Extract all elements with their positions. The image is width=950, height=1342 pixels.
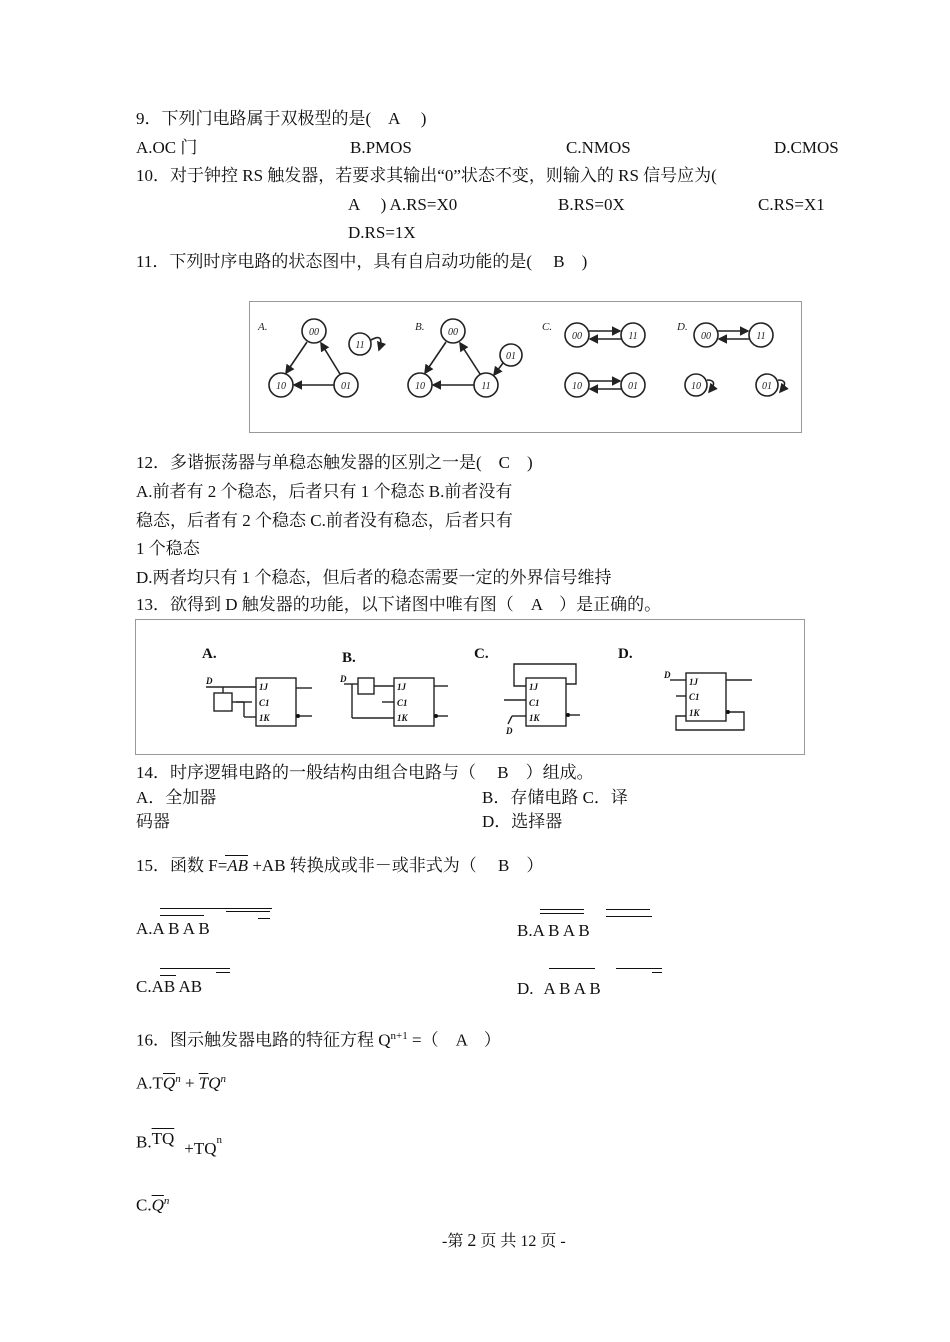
b-state-11: 11 (481, 381, 491, 392)
b-pin-1j: 1J (397, 682, 406, 692)
d-pin-c1: C1 (689, 692, 700, 702)
c-state-00: 00 (572, 331, 582, 342)
q14-option-b: B．存储电路 C．译 (482, 788, 628, 807)
footer-post: 页 共 12 页 - (476, 1233, 566, 1250)
q16-option-b (136, 1127, 223, 1158)
circuit-c-label: C. (474, 646, 489, 662)
page-footer (442, 1229, 566, 1253)
a-pin-c1: C1 (259, 698, 270, 708)
circuit-a-label: A. (202, 646, 217, 662)
q16-a-plus: + (180, 1073, 199, 1093)
q15-option-b (517, 920, 590, 942)
q14-option-a: A．全加器 (136, 788, 217, 807)
d-pin-d: D (664, 670, 671, 680)
q15-d-expr: A B A B (543, 979, 601, 998)
q15-ab-overlined (227, 856, 248, 875)
q10-stem: 10．对于钟控 RS 触发器，若要求其输出“0”状态不变，则输入的 RS 信号应为( (136, 166, 717, 185)
q15-option-d (517, 978, 601, 1000)
d-state-11: 11 (756, 331, 766, 342)
q16-a-n2: n (220, 1073, 227, 1085)
b-pin-c1: C1 (397, 698, 408, 708)
c-pin-1j: 1J (529, 682, 538, 692)
diagram-b-label: B. (415, 321, 425, 333)
flipflop-circuits (136, 620, 804, 754)
q14-option-c-cont: 码器 (136, 812, 170, 831)
q16-a-tbar: $\overline{T}$ (198, 1073, 209, 1093)
a-state-01: 01 (341, 381, 351, 392)
q10-option-d: D.RS=1X (348, 223, 416, 242)
c-state-01: 01 (628, 381, 638, 392)
q16-b-post: +TQ (184, 1138, 217, 1158)
b-pin-1k: 1K (397, 713, 408, 723)
q10-option-c: C.RS=X1 (758, 195, 825, 214)
q15-option-a (136, 918, 210, 940)
q16-stem-post: =（ A ） (407, 1030, 501, 1050)
c-state-10: 10 (572, 381, 582, 392)
c-pin-1k: 1K (529, 713, 540, 723)
d-pin-1k: 1K (689, 708, 700, 718)
q15-stem (136, 855, 543, 877)
q16-b-n: n (216, 1134, 223, 1146)
q15-b-label: B. (517, 921, 533, 940)
q9-option-a: A.OC 门 (136, 138, 198, 157)
q16-stem-pre: 16．图示触发器电路的特征方程 Q (136, 1030, 391, 1050)
a-pin-d: D (206, 676, 213, 686)
q15-c-label: C. (136, 977, 152, 996)
b-state-00: 00 (448, 327, 458, 338)
q12-stem: 12．多谐振荡器与单稳态触发器的区别之一是( C ) (136, 453, 533, 472)
a-pin-1k: 1K (259, 713, 270, 723)
q12-line-1: A.前者有 2 个稳态，后者只有 1 个稳态 B.前者没有 (136, 482, 513, 501)
d-pin-1j: 1J (689, 677, 698, 687)
q16-c-n: n (163, 1195, 170, 1207)
footer-pre: -第 (442, 1233, 468, 1250)
q13-flipflop-figure (135, 619, 805, 755)
a-state-11: 11 (355, 340, 365, 351)
b-state-01: 01 (506, 351, 516, 362)
q16-a-label: A.T (136, 1073, 163, 1093)
q10-answer-option-a: A ) A.RS=X0 (348, 195, 458, 214)
q15-ab: AB (227, 856, 249, 875)
diagram-d-label: D. (677, 321, 688, 333)
c-pin-d: D (506, 726, 513, 736)
q11-state-diagram-figure (249, 301, 802, 433)
q14-stem: 14．时序逻辑电路的一般结构由组合电路与（ B ）组成。 (136, 763, 594, 782)
diagram-a-label: A. (258, 321, 268, 333)
q15-b-expr: A B A B (532, 921, 590, 940)
q15-a-label: A. (136, 919, 153, 938)
b-pin-d: D (340, 674, 347, 684)
c-pin-c1: C1 (529, 698, 540, 708)
q13-stem: 13．欲得到 D 触发器的功能，以下诸图中唯有图（ A ）是正确的。 (136, 595, 662, 614)
q16-stem (136, 1025, 501, 1052)
q15-stem-post: +AB 转换成或非－或非式为（ B ） (248, 856, 544, 875)
q11-stem: 11．下列时序电路的状态图中，具有自启动功能的是( B ) (136, 252, 588, 271)
q16-stem-sup: n+1 (390, 1030, 408, 1042)
d-state-00: 00 (701, 331, 711, 342)
q10-option-b: B.RS=0X (558, 195, 625, 214)
q12-line-3: 1 个稳态 (136, 539, 200, 558)
q16-c-qbar: $\overline{Q}$ (151, 1195, 164, 1215)
q14-option-d: D．选择器 (482, 812, 563, 831)
q12-line-2: 稳态，后者有 2 个稳态 C.前者没有稳态，后者只有 (136, 511, 513, 530)
q9-option-c: C.NMOS (566, 138, 631, 157)
diagram-c-label: C. (542, 321, 553, 333)
q16-a-q: Q (208, 1073, 221, 1093)
q16-b-label: B. (136, 1132, 152, 1152)
a-state-10: 10 (276, 381, 286, 392)
a-pin-1j: 1J (259, 682, 268, 692)
q16-a-n: n (175, 1073, 181, 1085)
q16-a-qbar: $\overline{Q}$ (162, 1073, 176, 1093)
q15-c-expr: AB AB (151, 977, 203, 996)
a-state-00: 00 (309, 327, 319, 338)
d-state-10: 10 (691, 381, 701, 392)
q15-a-expr: A B A B (152, 919, 210, 938)
state-diagrams (250, 302, 801, 432)
q12-line-4: D.两者均只有 1 个稳态，但后者的稳态需要一定的外界信号维持 (136, 568, 612, 587)
circuit-d-label: D. (618, 646, 633, 662)
q16-option-c (136, 1190, 169, 1217)
q9-option-d: D.CMOS (774, 138, 839, 157)
d-state-01: 01 (762, 381, 772, 392)
q15-d-label: D. (517, 979, 534, 998)
q15-option-c (136, 976, 202, 998)
footer-page-number: 2 (467, 1230, 477, 1250)
b-state-10: 10 (415, 381, 425, 392)
q9-option-b: B.PMOS (350, 138, 412, 157)
circuit-b-label: B. (342, 650, 356, 666)
q16-option-a (136, 1068, 226, 1095)
q15-stem-pre: 15．函数 F= (136, 856, 228, 875)
q9-stem: 9．下列门电路属于双极型的是( A ) (136, 109, 427, 128)
c-state-11: 11 (628, 331, 638, 342)
q16-b-tqbar: $\overline{TQ}$ (151, 1128, 175, 1148)
q16-c-label: C. (136, 1195, 152, 1215)
